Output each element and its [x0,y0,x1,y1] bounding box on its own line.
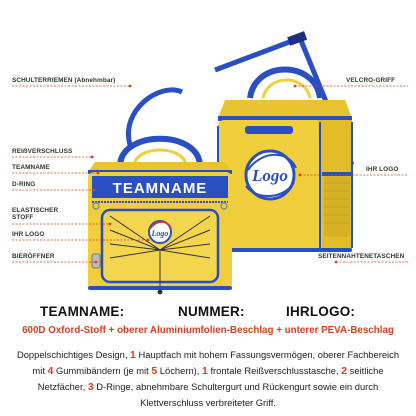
description-text: Doppelschichtiges Design, [16,349,131,360]
label-teamname: TEAMNAME [12,164,50,171]
description-paragraph [10,347,406,410]
back-bag [215,31,352,252]
velcro-handle [245,126,293,134]
description-text: Gummibändern (je mit [53,365,152,376]
description-number: 1 [202,365,208,377]
label-elastic: ELASTISCHER STOFF [12,207,59,221]
description-text: seitliche Netzfächer, [37,365,384,392]
field-teamname: TEAMNAME: [40,304,125,319]
description-text: Löchern), [157,365,202,376]
description-number: 4 [47,365,54,377]
label-d-ring: D-RING [12,181,36,188]
back-logo-text: Logo [252,166,288,185]
label-velcro: VELCRO-GRIFF [346,77,396,84]
description-number: 3 [87,381,94,393]
field-nummer: NUMMER: [178,304,245,319]
description-text: Hauptfach mit hohem Fassungsvermögen, oberer Fachbereich mit [32,349,400,376]
front-bag [88,90,232,295]
side-mesh-pocket [324,175,350,237]
description-number: 1 [130,349,136,361]
team-name-print: TEAMNAME [112,180,208,197]
custom-fields [0,304,416,320]
label-bottle-opener: BIERÖFFNER [12,253,55,260]
label-side-mesh: SEITENNAHTENETASCHEN [318,253,405,260]
material-line: 600D Oxford-Stoff + oberer Aluminiumfolien-Beschlag + unterer PEVA-Beschlag [22,325,394,336]
description-number: 2 [341,365,348,377]
description-number: 5 [151,365,158,377]
description-text: frontale Reißverschlusstasche, [207,365,342,376]
back-lid [218,100,352,118]
label-zipper: REIẞVERSCHLUSS [12,148,73,155]
label-shoulder-strap: SCHULTERRIEMEN (Abnehmbar) [12,77,116,84]
field-ihrlogo: IHRLOGO: [286,304,356,319]
front-logo-text: Logo [151,229,169,238]
label-logo-back: IHR LOGO [366,166,399,173]
description-text: D-Ringe, abnehmbare Schultergurt und Rückengurt sowie ein durch Klettverschluss verbreiteter Griff. [93,381,379,408]
label-logo-front: IHR LOGO [12,231,45,238]
front-top-handle [120,139,200,165]
